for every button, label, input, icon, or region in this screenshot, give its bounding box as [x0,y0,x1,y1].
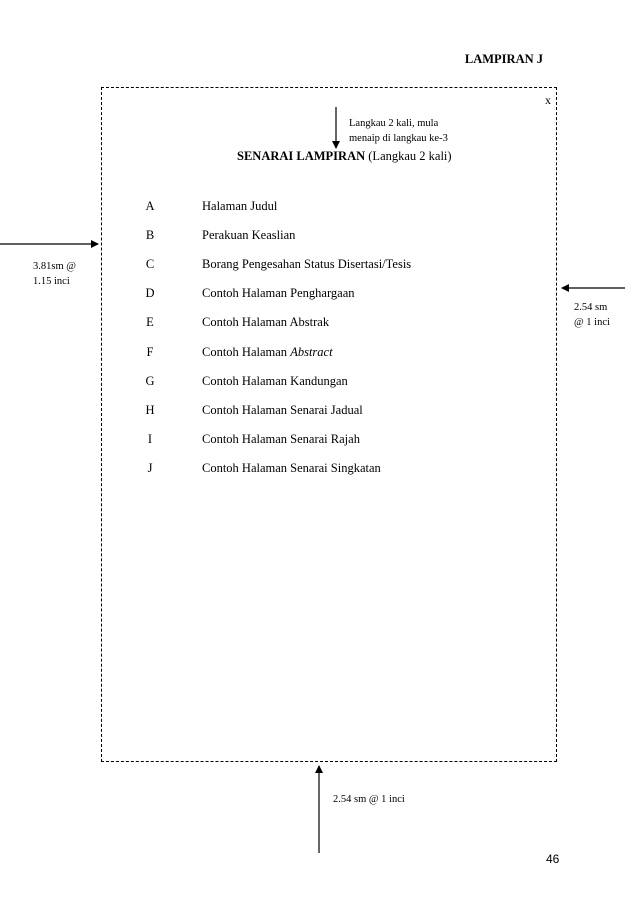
row-text-plain: Contoh Halaman [202,345,291,359]
row-letter: H [145,403,155,417]
row-letter: D [145,286,155,300]
row-letter: B [145,228,155,242]
list-title [237,149,452,164]
row-letter: J [147,461,153,475]
right-margin-line1: 2.54 sm [574,302,608,313]
row-text: Perakuan Keaslian [202,228,296,242]
right-margin-line2: @ 1 inci [574,317,610,328]
row-letter: C [145,257,155,271]
appendix-heading: LAMPIRAN J [464,52,543,66]
bottom-margin-note: 2.54 sm @ 1 inci [333,794,405,805]
row-text [202,345,333,360]
row-letter: A [145,199,155,213]
row-text: Borang Pengesahan Status Disertasi/Tesis [202,257,412,271]
row-text: Contoh Halaman Senarai Singkatan [202,461,381,475]
row-letter: E [146,315,154,329]
list-title-bold: SENARAI LAMPIRAN [237,149,366,163]
row-text-italic: Abstract [290,345,333,359]
left-margin-line2: 1.15 inci [33,276,70,287]
left-margin-line1: 3.81sm @ [33,261,76,272]
page-number: 46 [546,852,560,866]
list-title-note: (Langkau 2 kali) [365,149,452,163]
row-text: Contoh Halaman Penghargaan [202,286,355,300]
top-note-line1: Langkau 2 kali, mula [349,118,439,129]
left-margin-note [33,259,76,289]
row-letter: G [145,374,155,388]
row-text: Halaman Judul [202,199,278,213]
top-spacing-note [349,116,448,146]
row-letter: I [147,432,153,446]
top-note-line2: menaip di langkau ke-3 [349,133,448,144]
row-letter: F [146,345,154,359]
page-marker: x [545,93,551,107]
row-text: Contoh Halaman Abstrak [202,315,330,329]
row-text: Contoh Halaman Senarai Jadual [202,403,363,417]
row-text: Contoh Halaman Senarai Rajah [202,432,360,446]
row-text: Contoh Halaman Kandungan [202,374,348,388]
right-margin-note [574,300,610,330]
